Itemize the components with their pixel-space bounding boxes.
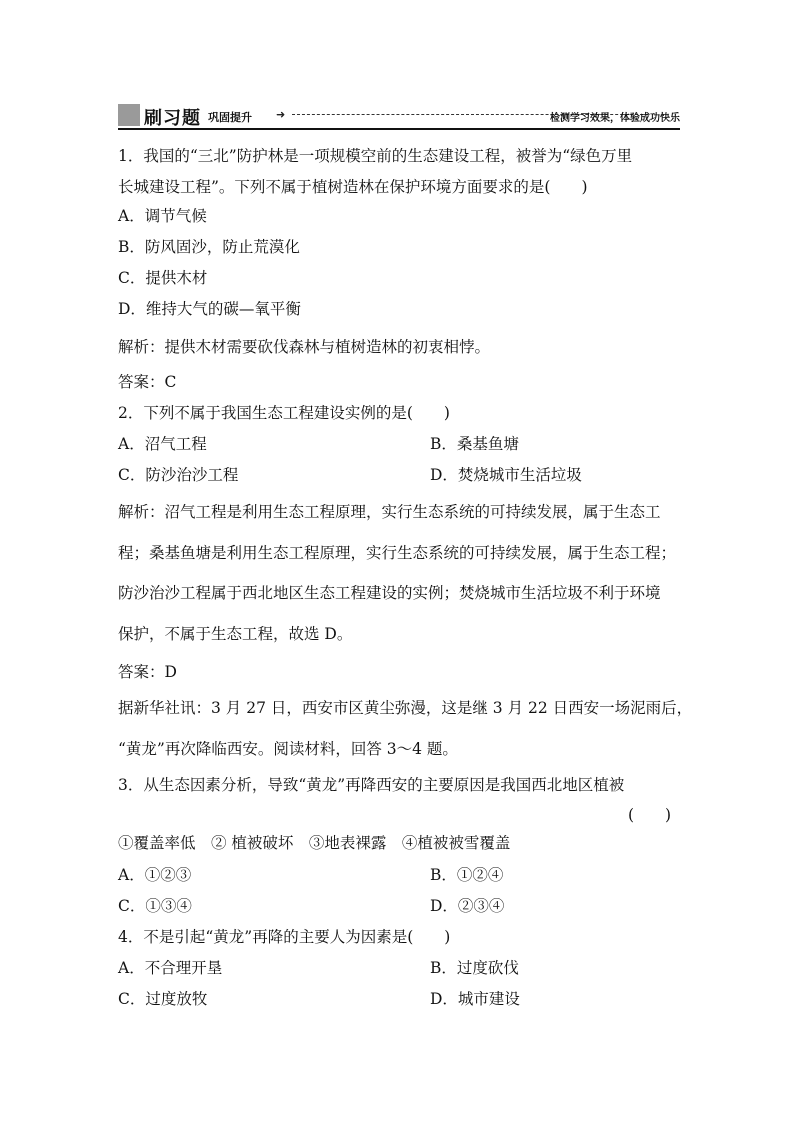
q2-analysis-line3: 防沙治沙工程属于西北地区生态工程建设的实例；焚烧城市生活垃圾不利于环境 bbox=[118, 584, 661, 602]
q4-option-c: C．过度放牧 bbox=[118, 990, 208, 1008]
q3-option-c: C．①③④ bbox=[118, 897, 192, 915]
banner-rule bbox=[118, 128, 680, 130]
q2-answer: 答案：D bbox=[118, 663, 177, 681]
q3-stem: 3．从生态因素分析，导致“黄龙”再降西安的主要原因是我国西北地区植被 bbox=[118, 776, 625, 794]
banner-right-text: 检测学习效果，体验成功快乐 bbox=[550, 113, 680, 124]
banner-block-icon bbox=[118, 104, 140, 126]
q4-option-d: D．城市建设 bbox=[430, 990, 520, 1008]
q1-stem-line2: 长城建设工程”。下列不属于植树造林在保护环境方面要求的是( ) bbox=[118, 178, 588, 196]
q1-option-a: A．调节气候 bbox=[118, 207, 207, 225]
q3-option-a: A．①②③ bbox=[118, 866, 192, 884]
section-banner bbox=[118, 104, 680, 130]
q3-answer-paren: ( ) bbox=[628, 806, 672, 824]
banner-subtitle: 巩固提升 bbox=[208, 111, 252, 124]
q3-option-b: B．①②④ bbox=[430, 866, 504, 884]
q3-option-d: D．②③④ bbox=[430, 897, 505, 915]
q2-option-a: A．沼气工程 bbox=[118, 435, 207, 453]
q3-items: ①覆盖率低 ② 植被破坏 ③地表裸露 ④植被被雪覆盖 bbox=[118, 834, 511, 852]
q1-option-c: C．提供木材 bbox=[118, 269, 208, 287]
q1-answer: 答案：C bbox=[118, 373, 177, 391]
material-line1: 据新华社讯：3 月 27 日，西安市区黄尘弥漫，这是继 3 月 22 日西安一场泥雨后， bbox=[118, 699, 693, 717]
q2-stem: 2．下列不属于我国生态工程建设实例的是( ) bbox=[118, 404, 450, 422]
q1-analysis: 解析：提供木材需要砍伐森林与植树造林的初衷相悖。 bbox=[118, 338, 491, 356]
q4-option-b: B．过度砍伐 bbox=[430, 959, 519, 977]
q1-stem-line1: 1．我国的“三北”防护林是一项规模空前的生态建设工程，被誉为“绿色万里 bbox=[118, 147, 633, 165]
q4-option-a: A．不合理开垦 bbox=[118, 959, 223, 977]
banner-title: 刷习题 bbox=[144, 108, 201, 129]
q2-analysis-line1: 解析：沼气工程是利用生态工程原理，实行生态系统的可持续发展，属于生态工 bbox=[118, 503, 661, 521]
arrow-icon: ➜ bbox=[276, 108, 286, 121]
material-line2: “黄龙”再次降临西安。阅读材料，回答 3～4 题。 bbox=[118, 740, 458, 758]
q1-option-b: B．防风固沙，防止荒漠化 bbox=[118, 238, 300, 256]
q2-analysis-line2: 程；桑基鱼塘是利用生态工程原理，实行生态系统的可持续发展，属于生态工程； bbox=[118, 544, 677, 562]
q2-analysis-line4: 保护，不属于生态工程，故选 D。 bbox=[118, 625, 353, 643]
q4-stem: 4．不是引起“黄龙”再降的主要人为因素是( ) bbox=[118, 928, 451, 946]
q2-option-d: D．焚烧城市生活垃圾 bbox=[430, 466, 582, 484]
q2-option-c: C．防沙治沙工程 bbox=[118, 466, 239, 484]
q1-option-d: D．维持大气的碳—氧平衡 bbox=[118, 300, 301, 318]
q2-option-b: B．桑基鱼塘 bbox=[430, 435, 519, 453]
